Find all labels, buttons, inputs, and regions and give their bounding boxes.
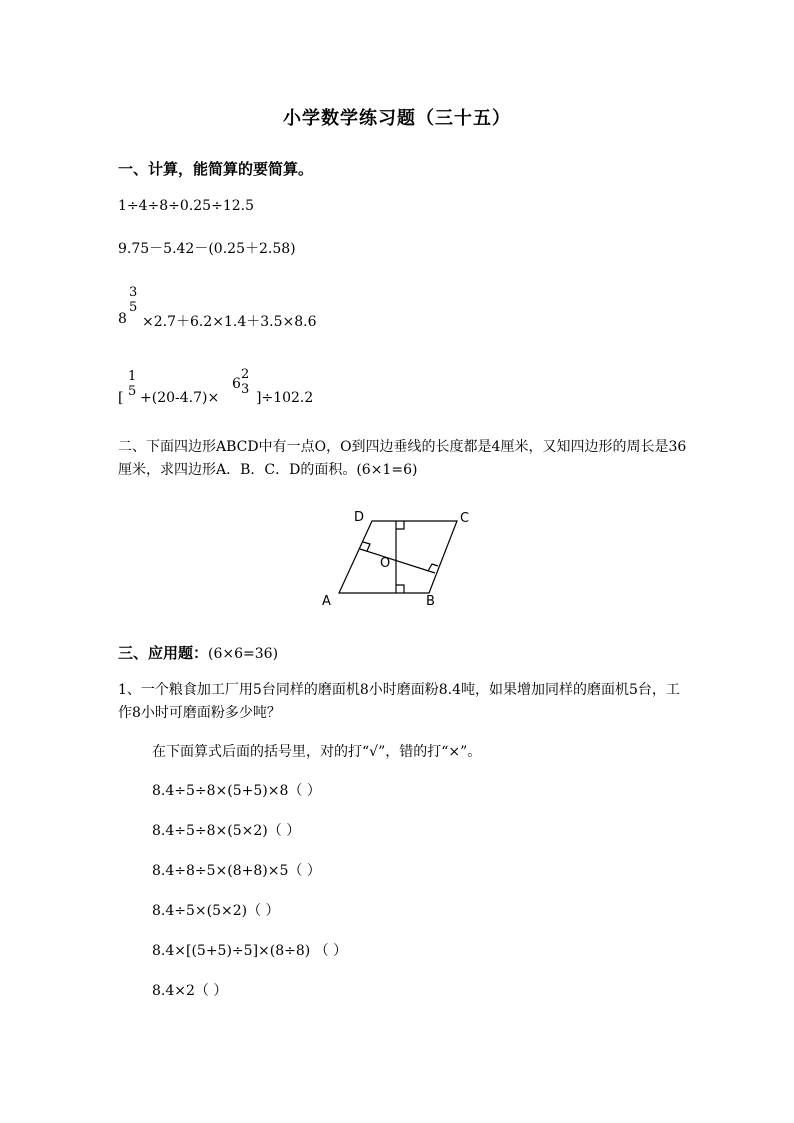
mixed-number-whole: 6 <box>232 376 241 392</box>
page-title: 小学数学练习题（三十五） <box>283 108 511 129</box>
fraction-1-5 <box>128 369 136 399</box>
fraction-numerator: 1 <box>128 369 137 384</box>
fraction-denominator: 5 <box>128 384 137 399</box>
vertex-label-c: C <box>460 511 470 526</box>
expression-1: 1÷4÷8÷0.25÷12.5 <box>118 198 254 214</box>
fraction-numerator: 3 <box>129 285 138 300</box>
section-3-heading <box>118 642 278 663</box>
vertex-label-b: B <box>426 594 435 609</box>
fraction-denominator: 3 <box>241 382 250 397</box>
vertex-label-d: D <box>354 510 365 525</box>
section-3-title: 三、应用题： <box>118 644 209 662</box>
fraction-3-5 <box>129 285 137 315</box>
mixed-number-whole: 8 <box>118 311 127 327</box>
expression-2: 9.75－5.42－(0.25＋2.58) <box>118 241 296 257</box>
expression-4-middle: +(20-4.7)× <box>140 390 220 406</box>
section-1-heading: 一、计算，能简算的要简算。 <box>118 160 314 178</box>
fraction-denominator: 5 <box>129 300 138 315</box>
fraction-numerator: 2 <box>241 367 250 382</box>
fraction-2-3 <box>241 367 249 397</box>
right-angle-mark <box>363 542 370 551</box>
application-problem-1: 1、一个粮食加工厂用5台同样的磨面机8小时磨面粉8.4吨，如果增加同样的磨面机5台，工作8小时可磨面粉多少吨？ <box>118 682 680 721</box>
option-5: 8.4×[(5+5)÷5]×(8÷8) （ ） <box>152 943 348 959</box>
parallelogram-abcd <box>339 521 457 593</box>
point-label-o: O <box>380 556 391 571</box>
perpendicular-left-right <box>360 549 435 573</box>
option-1: 8.4÷5÷8×(5+5)×8（ ） <box>152 783 321 799</box>
right-angle-mark <box>428 564 438 571</box>
right-angle-mark <box>396 585 404 593</box>
open-bracket: [ <box>118 390 124 406</box>
option-3: 8.4÷8÷5×(8+8)×5（ ） <box>152 863 321 879</box>
expression-4-rest: ]÷102.2 <box>256 390 314 406</box>
parallelogram-diagram <box>310 505 480 610</box>
option-4: 8.4÷5×(5×2)（ ） <box>152 903 280 919</box>
instruction: 在下面算式后面的括号里，对的打“√”，错的打“×”。 <box>152 744 482 760</box>
vertex-label-a: A <box>322 594 331 609</box>
right-angle-mark <box>396 521 404 529</box>
section-2-problem: 二、下面四边形ABCD中有一点O，O到四边垂线的长度都是4厘米，又知四边形的周长是36厘米，求四边形A．B．C．D的面积。(6×1=6) <box>118 439 687 478</box>
option-2: 8.4÷5÷8×(5×2)（ ） <box>152 823 301 839</box>
section-3-score: (6×6=36) <box>208 646 279 662</box>
option-6: 8.4×2（ ） <box>152 983 228 999</box>
expression-3-rest: ×2.7＋6.2×1.4＋3.5×8.6 <box>142 314 317 330</box>
